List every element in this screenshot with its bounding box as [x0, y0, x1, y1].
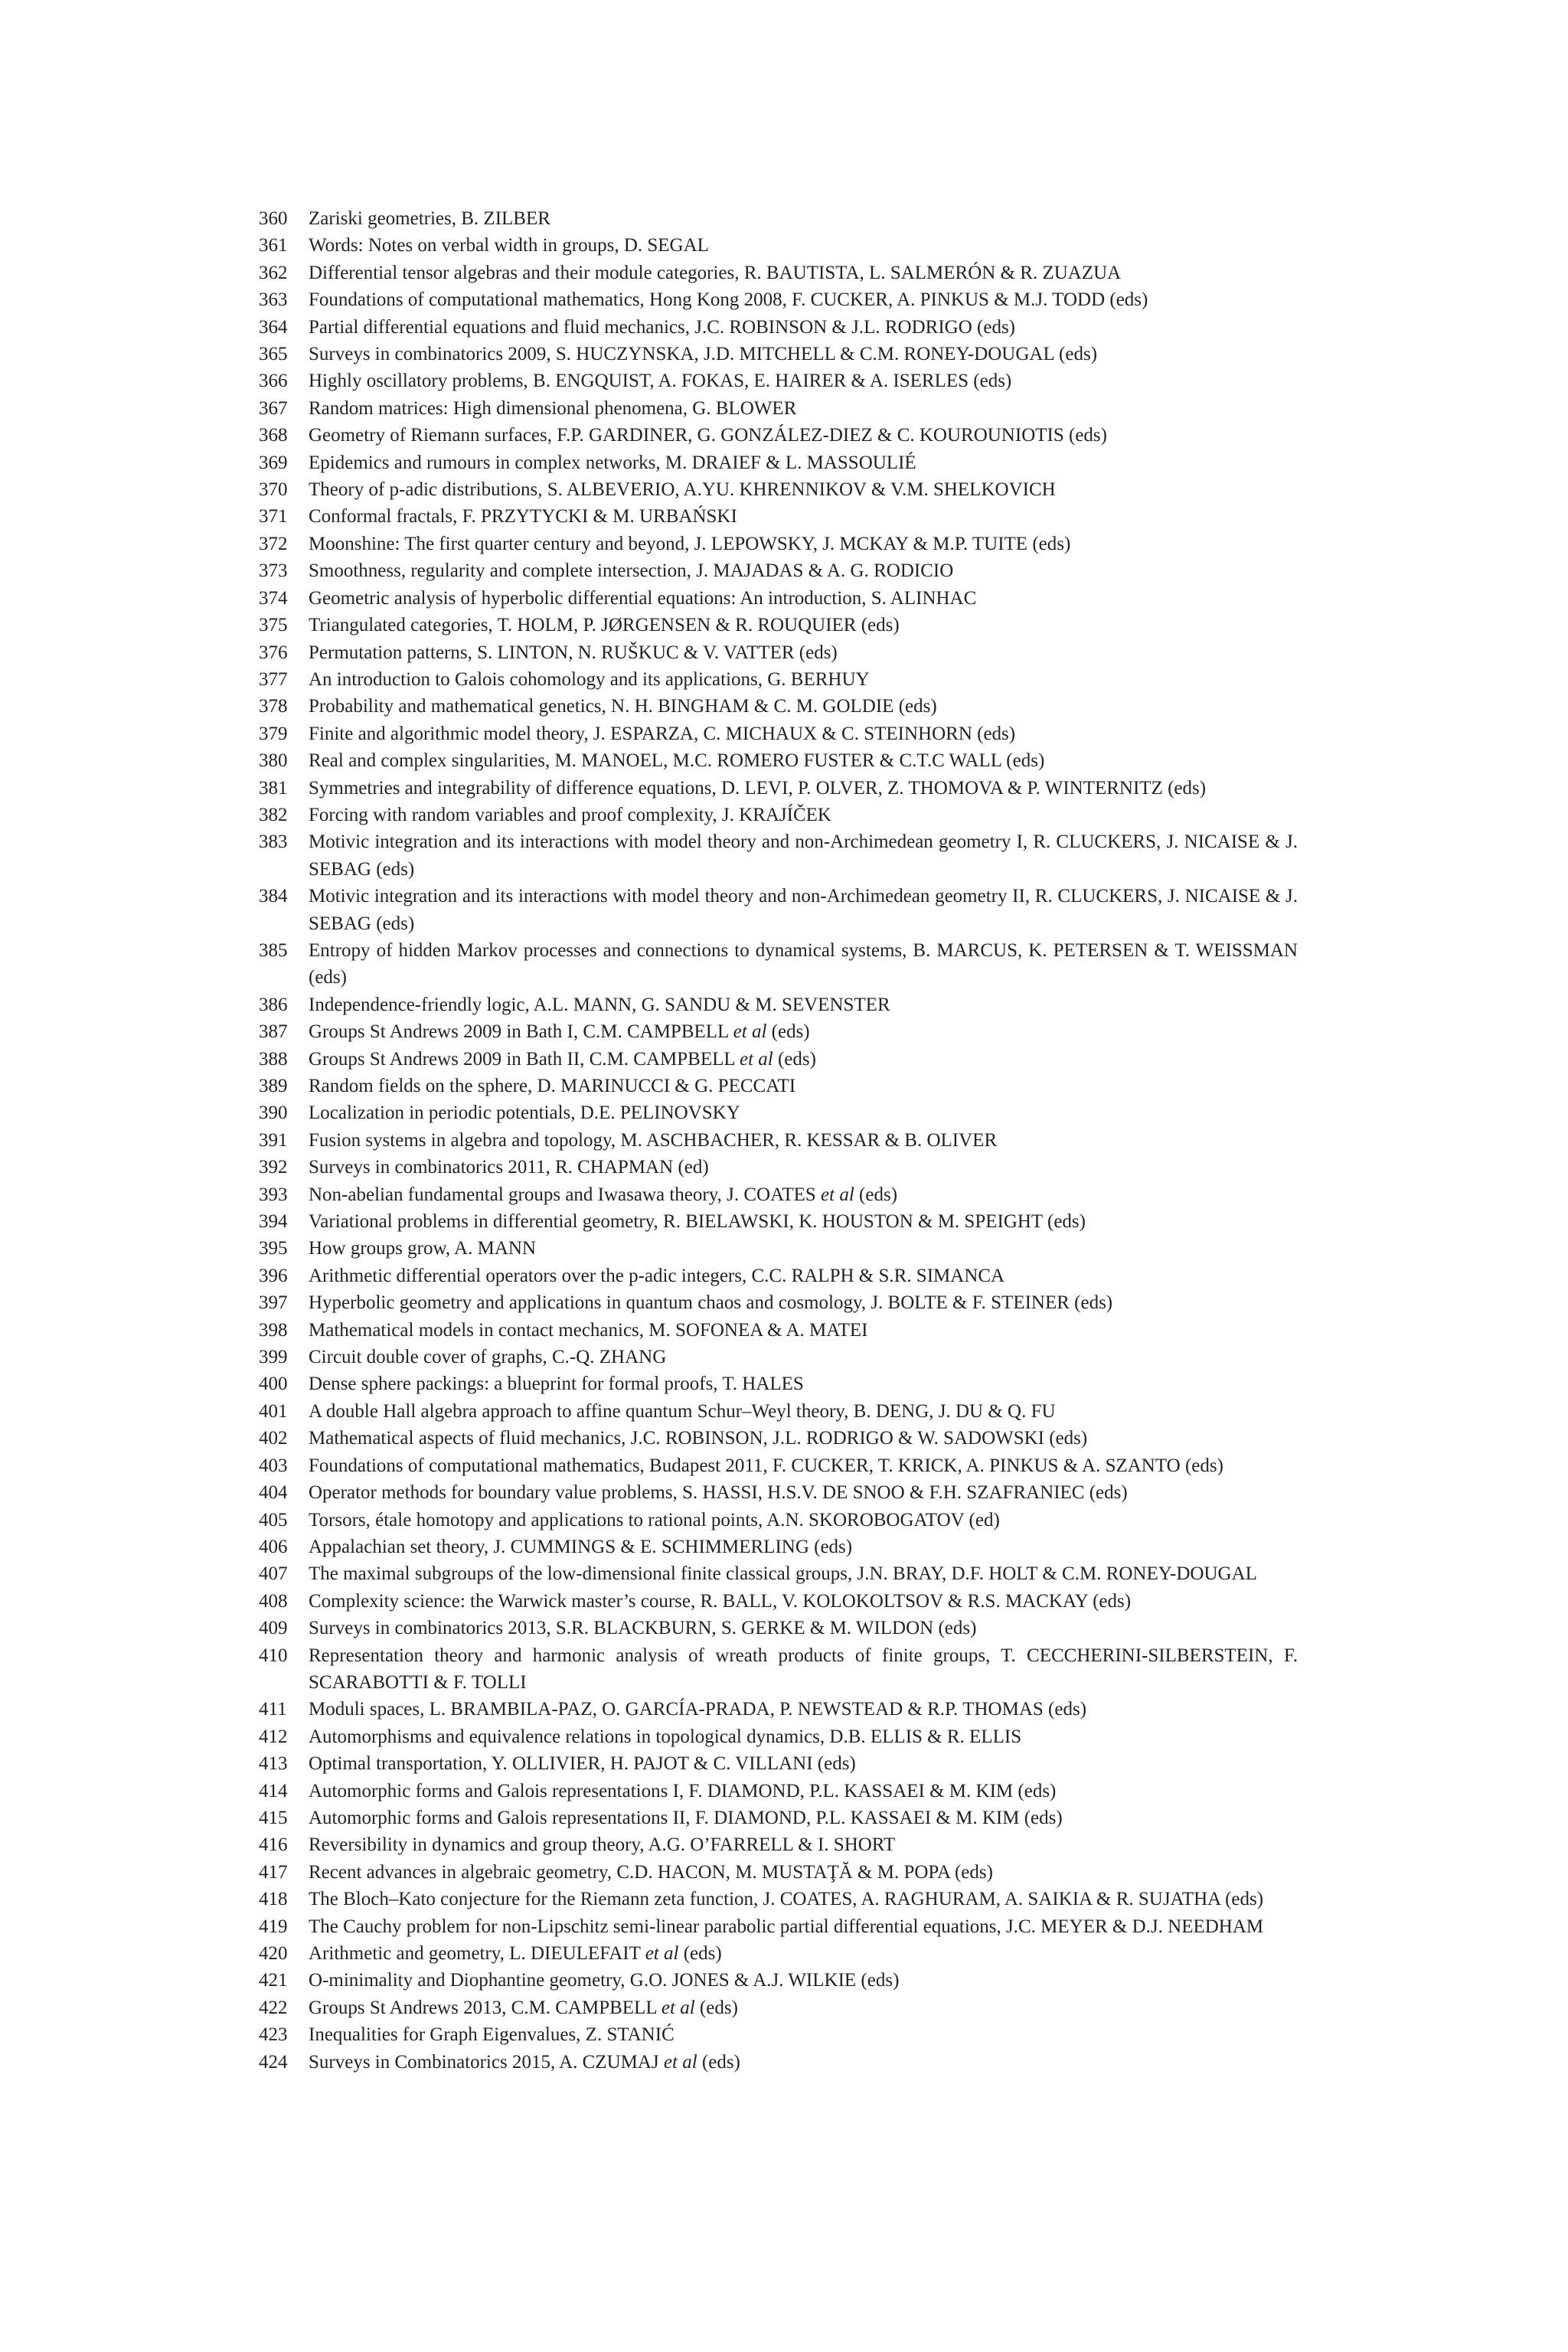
- list-item: [0, 1154, 1568, 1181]
- title-text: (eds): [697, 2051, 740, 2073]
- volume-number: 406: [259, 1536, 288, 1557]
- volume-title: [309, 1289, 1298, 1316]
- title-text: Mathematical aspects of fluid mechanics, J.C. ROBINSON, J.L. RODRIGO & W. SADOWSKI (eds): [309, 1428, 1088, 1449]
- list-item: [0, 1859, 1568, 1886]
- list-item: [0, 612, 1568, 639]
- volume-number: 373: [259, 560, 288, 582]
- volume-title: [309, 1099, 1298, 1126]
- volume-title: [309, 1370, 1298, 1397]
- volume-title: [309, 503, 1298, 530]
- title-text: Appalachian set theory, J. CUMMINGS & E. SCHIMMERLING (eds): [309, 1536, 853, 1557]
- list-item: [0, 1805, 1568, 1831]
- title-text: How groups grow, A. MANN: [309, 1238, 536, 1259]
- list-item: [0, 232, 1568, 259]
- title-text: Mathematical models in contact mechanics, M. SOFONEA & A. MATEI: [309, 1319, 868, 1341]
- title-text: Groups St Andrews 2009 in Bath II, C.M. CAMPBELL: [309, 1048, 740, 1070]
- volume-title: [309, 1913, 1298, 1940]
- et-al-text: et al: [663, 2051, 697, 2073]
- title-text: Representation theory and harmonic analysis of wreath products of finite groups, T. CECCHERINI-SILBERSTEIN, F. SCARABOTTI & F. TOLLI: [309, 1645, 1298, 1693]
- title-text: Finite and algorithmic model theory, J. ESPARZA, C. MICHAUX & C. STEINHORN (eds): [309, 723, 1016, 744]
- list-item: [0, 1560, 1568, 1587]
- title-text: The maximal subgroups of the low-dimensional finite classical groups, J.N. BRAY, D.F. HOLT & C.M. RONEY-DOUGAL: [309, 1563, 1257, 1585]
- volume-title: [309, 1994, 1298, 2021]
- title-text: Triangulated categories, T. HOLM, P. JØRGENSEN & R. ROUQUIER (eds): [309, 615, 900, 636]
- list-item: [0, 314, 1568, 341]
- title-text: Entropy of hidden Markov processes and connections to dynamical systems, B. MARCUS, K. PETERSEN & T. WEISSMAN (eds): [309, 939, 1298, 988]
- list-item: [0, 1046, 1568, 1073]
- volume-title: [309, 991, 1298, 1018]
- title-text: Moduli spaces, L. BRAMBILA-PAZ, O. GARCÍA-PRADA, P. NEWSTEAD & R.P. THOMAS (eds): [309, 1699, 1087, 1720]
- volume-number: 411: [259, 1699, 287, 1720]
- title-text: Reversibility in dynamics and group theory, A.G. O’FARRELL & I. SHORT: [309, 1834, 896, 1856]
- list-item: [0, 531, 1568, 557]
- list-item: [0, 1886, 1568, 1913]
- title-text: Geometric analysis of hyperbolic differential equations: An introduction, S. ALINHAC: [309, 587, 977, 609]
- list-item: [0, 747, 1568, 774]
- volume-title: [309, 1534, 1298, 1560]
- volume-number: 385: [259, 939, 288, 961]
- volume-number: 394: [259, 1211, 288, 1233]
- et-al-text: et al: [739, 1048, 773, 1070]
- list-item: [0, 883, 1568, 937]
- volume-title: [309, 1344, 1298, 1370]
- list-item: [0, 1588, 1568, 1615]
- list-item: [0, 2049, 1568, 2076]
- title-text: Motivic integration and its interactions with model theory and non-Archimedean geometry II, R. CLUCKERS, J. NICAISE & J. SEBAG (eds): [309, 886, 1298, 934]
- title-text: Differential tensor algebras and their module categories, R. BAUTISTA, L. SALMERÓN & R. ZUAZUA: [309, 262, 1122, 283]
- volume-title: [309, 666, 1298, 693]
- list-item: [0, 585, 1568, 612]
- volume-number: 365: [259, 344, 288, 365]
- volume-title: [309, 1181, 1298, 1208]
- volume-number: 368: [259, 425, 288, 446]
- list-item: [0, 775, 1568, 802]
- title-text: Real and complex singularities, M. MANOEL, M.C. ROMERO FUSTER & C.T.C WALL (eds): [309, 750, 1045, 772]
- volume-title: [309, 612, 1298, 639]
- list-item: [0, 557, 1568, 584]
- title-text: Words: Notes on verbal width in groups, D. SEGAL: [309, 235, 709, 256]
- volume-title: [309, 1154, 1298, 1181]
- list-item: [0, 1913, 1568, 1940]
- list-item: [0, 1073, 1568, 1099]
- list-item: [0, 1099, 1568, 1126]
- volume-title: [309, 937, 1298, 991]
- list-item: [0, 1235, 1568, 1262]
- list-item: [0, 1642, 1568, 1697]
- volume-number: 398: [259, 1319, 288, 1341]
- volume-title: [309, 1778, 1298, 1805]
- title-text: Automorphic forms and Galois representations II, F. DIAMOND, P.L. KASSAEI & M. KIM (eds): [309, 1807, 1063, 1828]
- volume-number: 370: [259, 479, 288, 501]
- volume-number: 420: [259, 1943, 288, 1964]
- list-item: [0, 1479, 1568, 1506]
- volume-number: 391: [259, 1129, 288, 1151]
- volume-title: [309, 775, 1298, 802]
- volume-number: 397: [259, 1292, 288, 1314]
- volume-number: 366: [259, 371, 288, 392]
- list-item: [0, 1507, 1568, 1534]
- volume-title: [309, 1317, 1298, 1344]
- volume-title: [309, 1046, 1298, 1073]
- volume-number: 415: [259, 1807, 288, 1828]
- title-text: Complexity science: the Warwick master’s course, R. BALL, V. KOLOKOLTSOV & R.S. MACKAY (eds): [309, 1590, 1132, 1612]
- title-text: Moonshine: The first quarter century and beyond, J. LEPOWSKY, J. MCKAY & M.P. TUITE (eds): [309, 533, 1071, 554]
- title-text: Groups St Andrews 2013, C.M. CAMPBELL: [309, 1997, 662, 2018]
- title-text: Permutation patterns, S. LINTON, N. RUŠKUC & V. VATTER (eds): [309, 642, 838, 663]
- volume-number: 378: [259, 696, 288, 717]
- volume-number: 400: [259, 1374, 288, 1395]
- volume-title: [309, 1425, 1298, 1452]
- volume-title: [309, 1127, 1298, 1154]
- volume-title: [309, 1452, 1331, 1479]
- volume-title: [309, 585, 1298, 612]
- volume-title: [309, 531, 1298, 557]
- volume-number: 374: [259, 587, 288, 609]
- title-text: Forcing with random variables and proof complexity, J. KRAJÍČEK: [309, 804, 831, 825]
- title-text: (eds): [678, 1943, 722, 1964]
- title-text: Automorphisms and equivalence relations in topological dynamics, D.B. ELLIS & R. ELLIS: [309, 1726, 1022, 1747]
- title-text: Probability and mathematical genetics, N. H. BINGHAM & C. M. GOLDIE (eds): [309, 696, 937, 717]
- volume-number: 360: [259, 208, 288, 229]
- list-item: [0, 503, 1568, 530]
- title-text: Symmetries and integrability of difference equations, D. LEVI, P. OLVER, Z. THOMOVA & P. WINTERNITZ (eds): [309, 777, 1207, 799]
- volume-number: 389: [259, 1076, 288, 1096]
- volume-number: 410: [259, 1645, 288, 1666]
- volume-title: [309, 1507, 1298, 1534]
- volume-title: [309, 260, 1298, 286]
- volume-number: 405: [259, 1509, 288, 1530]
- title-text: Optimal transportation, Y. OLLIVIER, H. PAJOT & C. VILLANI (eds): [309, 1753, 856, 1775]
- volume-title: [309, 693, 1298, 720]
- list-item: [0, 1778, 1568, 1805]
- title-text: Zariski geometries, B. ZILBER: [309, 208, 550, 229]
- volume-number: 369: [259, 452, 288, 473]
- list-item: [0, 1289, 1568, 1316]
- volume-number: 377: [259, 668, 288, 690]
- list-item: [0, 1967, 1568, 1994]
- volume-number: 417: [259, 1861, 288, 1883]
- title-text: Surveys in combinatorics 2013, S.R. BLACKBURN, S. GERKE & M. WILDON (eds): [309, 1618, 977, 1639]
- list-item: [0, 937, 1568, 991]
- volume-number: 402: [259, 1428, 288, 1449]
- volume-number: 401: [259, 1400, 288, 1422]
- volume-number: 424: [259, 2051, 288, 2073]
- volume-title: [309, 1615, 1298, 1642]
- title-text: (eds): [694, 1997, 738, 2018]
- list-item: [0, 991, 1568, 1018]
- volume-number: 363: [259, 289, 288, 311]
- list-item: [0, 260, 1568, 286]
- list-item: [0, 639, 1568, 666]
- volume-number: 386: [259, 994, 288, 1015]
- title-text: Circuit double cover of graphs, C.-Q. ZHANG: [309, 1347, 667, 1368]
- volume-number: 396: [259, 1265, 288, 1286]
- title-text: Surveys in Combinatorics 2015, A. CZUMAJ: [309, 2051, 664, 2073]
- list-item: [0, 828, 1568, 883]
- title-text: Hyperbolic geometry and applications in quantum chaos and cosmology, J. BOLTE & F. STEINER (eds): [309, 1292, 1113, 1314]
- book-series-list: [0, 205, 1568, 2076]
- volume-title: [309, 1831, 1298, 1858]
- title-text: Surveys in combinatorics 2011, R. CHAPMAN (ed): [309, 1157, 709, 1178]
- list-item: [0, 802, 1568, 828]
- title-text: Foundations of computational mathematics, Budapest 2011, F. CUCKER, T. KRICK, A. PINKUS & A. SZANTO (eds): [309, 1455, 1223, 1476]
- list-item: [0, 2021, 1568, 2048]
- volume-number: 421: [259, 1970, 288, 1991]
- list-item: [0, 1208, 1568, 1235]
- volume-title: [309, 828, 1298, 883]
- volume-title: [309, 422, 1298, 449]
- title-text: Independence-friendly logic, A.L. MANN, G. SANDU & M. SEVENSTER: [309, 994, 890, 1015]
- title-text: Operator methods for boundary value problems, S. HASSI, H.S.V. DE SNOO & F.H. SZAFRANIEC (eds): [309, 1482, 1128, 1504]
- volume-number: 372: [259, 533, 288, 554]
- volume-title: [309, 368, 1298, 394]
- volume-title: [309, 1235, 1298, 1262]
- volume-title: [309, 557, 1298, 584]
- volume-number: 403: [259, 1455, 288, 1476]
- volume-title: [309, 1560, 1298, 1587]
- et-al-text: et al: [645, 1943, 679, 1964]
- volume-title: [309, 1967, 1298, 1994]
- volume-title: [309, 449, 1298, 476]
- volume-number: 388: [259, 1048, 288, 1070]
- volume-title: [309, 205, 1298, 232]
- list-item: [0, 1398, 1568, 1425]
- volume-number: 367: [259, 397, 288, 419]
- list-item: [0, 1370, 1568, 1397]
- volume-number: 375: [259, 615, 288, 636]
- volume-title: [309, 1805, 1298, 1831]
- title-text: Motivic integration and its interactions with model theory and non-Archimedean geometry I, R. CLUCKERS, J. NICAISE & J. SEBAG (eds): [309, 831, 1298, 880]
- title-text: (eds): [766, 1021, 810, 1043]
- title-text: Torsors, étale homotopy and applications to rational points, A.N. SKOROBOGATOV (ed): [309, 1509, 1000, 1530]
- volume-number: 376: [259, 642, 288, 663]
- volume-title: [309, 1208, 1298, 1235]
- volume-title: [309, 1750, 1298, 1777]
- title-text: Non-abelian fundamental groups and Iwasawa theory, J. COATES: [309, 1184, 822, 1205]
- list-item: [0, 1940, 1568, 1967]
- list-item: [0, 205, 1568, 232]
- volume-title: [309, 2049, 1298, 2076]
- volume-title: [309, 639, 1298, 666]
- list-item: [0, 1344, 1568, 1370]
- volume-number: 419: [259, 1916, 288, 1937]
- volume-title: [309, 2021, 1298, 2048]
- volume-number: 422: [259, 1997, 288, 2018]
- volume-number: 379: [259, 723, 288, 744]
- title-text: Groups St Andrews 2009 in Bath I, C.M. CAMPBELL: [309, 1021, 733, 1043]
- list-item: [0, 476, 1568, 503]
- title-text: Smoothness, regularity and complete intersection, J. MAJADAS & A. G. RODICIO: [309, 560, 954, 582]
- volume-title: [309, 232, 1298, 259]
- list-item: [0, 449, 1568, 476]
- title-text: Variational problems in differential geometry, R. BIELAWSKI, K. HOUSTON & M. SPEIGHT (eds): [309, 1211, 1086, 1233]
- volume-title: [309, 1263, 1298, 1289]
- volume-number: 362: [259, 262, 288, 283]
- volume-number: 384: [259, 886, 288, 907]
- title-text: Inequalities for Graph Eigenvalues, Z. STANIĆ: [309, 2024, 675, 2046]
- volume-title: [309, 802, 1298, 828]
- volume-number: 381: [259, 777, 288, 799]
- volume-title: [309, 1886, 1298, 1913]
- title-text: An introduction to Galois cohomology and its applications, G. BERHUY: [309, 668, 870, 690]
- volume-number: 408: [259, 1590, 288, 1612]
- volume-title: [309, 286, 1298, 313]
- volume-title: [309, 720, 1298, 747]
- volume-number: 361: [259, 235, 288, 256]
- title-text: Recent advances in algebraic geometry, C.D. HACON, M. MUSTAŢĂ & M. POPA (eds): [309, 1861, 993, 1883]
- volume-title: [309, 1588, 1298, 1615]
- volume-number: 392: [259, 1157, 288, 1178]
- volume-title: [309, 747, 1298, 774]
- et-al-text: et al: [821, 1184, 854, 1205]
- volume-number: 387: [259, 1021, 288, 1043]
- title-text: Foundations of computational mathematics, Hong Kong 2008, F. CUCKER, A. PINKUS & M.J. TODD (eds): [309, 289, 1148, 311]
- volume-title: [309, 1859, 1298, 1886]
- volume-title: [309, 1696, 1298, 1723]
- volume-title: [309, 1018, 1298, 1045]
- volume-title: [309, 341, 1298, 368]
- title-text: Partial differential equations and fluid mechanics, J.C. ROBINSON & J.L. RODRIGO (eds): [309, 316, 1015, 338]
- list-item: [0, 720, 1568, 747]
- volume-number: 418: [259, 1889, 288, 1910]
- title-text: Random matrices: High dimensional phenomena, G. BLOWER: [309, 397, 797, 419]
- volume-title: [309, 395, 1298, 422]
- list-item: [0, 1534, 1568, 1560]
- title-text: Arithmetic differential operators over the p-adic integers, C.C. RALPH & S.R. SIMANCA: [309, 1265, 1005, 1286]
- et-al-text: et al: [733, 1021, 767, 1043]
- list-item: [0, 1750, 1568, 1777]
- volume-number: 416: [259, 1834, 288, 1856]
- title-text: A double Hall algebra approach to affine quantum Schur–Weyl theory, B. DENG, J. DU & Q. FU: [309, 1400, 1056, 1422]
- volume-number: 414: [259, 1780, 288, 1802]
- list-item: [0, 693, 1568, 720]
- volume-number: 371: [259, 506, 288, 528]
- list-item: [0, 1696, 1568, 1723]
- title-text: Conformal fractals, F. PRZYTYCKI & M. URBAŃSKI: [309, 506, 737, 528]
- list-item: [0, 286, 1568, 313]
- title-text: The Cauchy problem for non-Lipschitz semi-linear parabolic partial differential equations, J.C. MEYER & D.J. NEEDHAM: [309, 1916, 1264, 1937]
- title-text: The Bloch–Kato conjecture for the Riemann zeta function, J. COATES, A. RAGHURAM, A. SAIKIA & R. SUJATHA (eds): [309, 1889, 1264, 1910]
- title-text: Theory of p-adic distributions, S. ALBEVERIO, A.YU. KHRENNIKOV & V.M. SHELKOVICH: [309, 479, 1056, 501]
- title-text: Dense sphere packings: a blueprint for formal proofs, T. HALES: [309, 1374, 804, 1395]
- volume-number: 382: [259, 804, 288, 825]
- volume-number: 383: [259, 831, 288, 853]
- volume-number: 413: [259, 1753, 288, 1775]
- list-item: [0, 1181, 1568, 1208]
- list-item: [0, 1831, 1568, 1858]
- list-item: [0, 422, 1568, 449]
- volume-number: 412: [259, 1726, 288, 1747]
- title-text: Arithmetic and geometry, L. DIEULEFAIT: [309, 1943, 645, 1964]
- list-item: [0, 1723, 1568, 1750]
- volume-title: [309, 476, 1298, 503]
- et-al-text: et al: [661, 1997, 695, 2018]
- volume-number: 423: [259, 2024, 288, 2046]
- list-item: [0, 1317, 1568, 1344]
- list-item: [0, 666, 1568, 693]
- title-text: Geometry of Riemann surfaces, F.P. GARDINER, G. GONZÁLEZ-DIEZ & C. KOUROUNIOTIS (eds): [309, 425, 1107, 446]
- volume-title: [309, 314, 1298, 341]
- title-text: Epidemics and rumours in complex networks, M. DRAIEF & L. MASSOULIÉ: [309, 452, 916, 473]
- list-item: [0, 1994, 1568, 2021]
- list-item: [0, 341, 1568, 368]
- list-item: [0, 1263, 1568, 1289]
- volume-title: [309, 1723, 1298, 1750]
- volume-title: [309, 1940, 1298, 1967]
- title-text: Localization in periodic potentials, D.E. PELINOVSKY: [309, 1102, 740, 1124]
- volume-title: [309, 1479, 1298, 1506]
- title-text: O-minimality and Diophantine geometry, G.O. JONES & A.J. WILKIE (eds): [309, 1970, 900, 1991]
- volume-number: 409: [259, 1618, 288, 1639]
- title-text: Highly oscillatory problems, B. ENGQUIST, A. FOKAS, E. HAIRER & A. ISERLES (eds): [309, 371, 1012, 392]
- volume-number: 404: [259, 1482, 288, 1504]
- list-item: [0, 395, 1568, 422]
- title-text: Automorphic forms and Galois representations I, F. DIAMOND, P.L. KASSAEI & M. KIM (eds): [309, 1780, 1057, 1802]
- title-text: (eds): [854, 1184, 898, 1205]
- title-text: (eds): [773, 1048, 816, 1070]
- list-item: [0, 368, 1568, 394]
- title-text: Surveys in combinatorics 2009, S. HUCZYNSKA, J.D. MITCHELL & C.M. RONEY-DOUGAL (eds): [309, 344, 1098, 365]
- title-text: Random fields on the sphere, D. MARINUCCI & G. PECCATI: [309, 1076, 796, 1096]
- title-text: Fusion systems in algebra and topology, M. ASCHBACHER, R. KESSAR & B. OLIVER: [309, 1129, 998, 1151]
- volume-number: 407: [259, 1563, 288, 1585]
- volume-number: 390: [259, 1102, 288, 1124]
- list-item: [0, 1615, 1568, 1642]
- list-item: [0, 1127, 1568, 1154]
- volume-title: [309, 883, 1298, 937]
- list-item: [0, 1425, 1568, 1452]
- volume-number: 380: [259, 750, 288, 772]
- volume-title: [309, 1642, 1298, 1697]
- volume-number: 399: [259, 1347, 288, 1368]
- volume-number: 364: [259, 316, 288, 338]
- list-item: [0, 1018, 1568, 1045]
- volume-number: 393: [259, 1184, 288, 1205]
- list-item: [0, 1452, 1568, 1479]
- volume-number: 395: [259, 1238, 288, 1259]
- volume-title: [309, 1398, 1298, 1425]
- volume-title: [309, 1073, 1298, 1099]
